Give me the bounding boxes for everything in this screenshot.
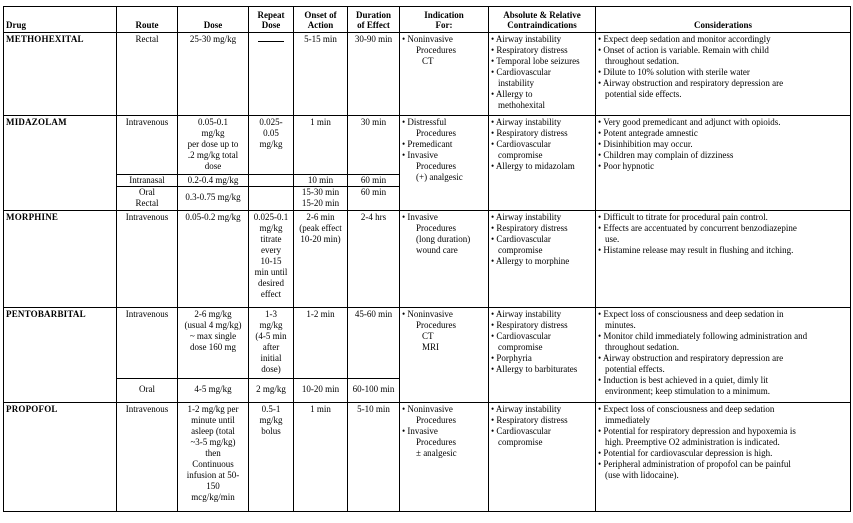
route: Intravenous	[117, 403, 178, 512]
onset: 10 min	[294, 175, 348, 187]
header-contraindications: Absolute & Relative Contraindications	[489, 7, 596, 33]
drug-name: MORPHINE	[4, 211, 117, 308]
considerations: • Expect loss of consciousness and deep sedation immediately • Potential for respiratory depression and hypoxemia is high. Preemptive O2 administration is indicated. • Potential for cardiovascular depression is high. • Peripheral administration of propofol can be painful (use with lidocaine).	[596, 403, 851, 512]
duration: 45-60 min	[348, 308, 400, 379]
onset: 1 min	[294, 403, 348, 512]
considerations: • Expect deep sedation and monitor accordingly • Onset of action is variable. Remain with child throughout sedation. • Dilute to 10% solution with sterile water • Airway obstruction and respiratory depression are potential side effects.	[596, 33, 851, 116]
duration: 30-90 min	[348, 33, 400, 116]
dose: 2-6 mg/kg (usual 4 mg/kg) ~ max single dose 160 mg	[178, 308, 249, 379]
header-row	[4, 7, 851, 33]
onset: 2-6 min (peak effect 10-20 min)	[294, 211, 348, 308]
route: Intravenous	[117, 116, 178, 175]
repeat-dose: 0.025- 0.05 mg/kg	[249, 116, 294, 175]
drug-name: MIDAZOLAM	[4, 116, 117, 211]
repeat-dose-empty	[249, 33, 294, 116]
dose: 1-2 mg/kg per minute until asleep (total ~3-5 mg/kg) then Continuous infusion at 50- 150 mcg/kg/min	[178, 403, 249, 512]
indication: • Noninvasive Procedures CT	[400, 33, 489, 116]
header-duration: Duration of Effect	[348, 7, 400, 33]
header-repeat-dose: Repeat Dose	[249, 7, 294, 33]
route: Intranasal	[117, 175, 178, 187]
row-morphine	[4, 211, 851, 308]
header-drug: Drug	[4, 7, 117, 33]
repeat-dose-empty	[249, 175, 294, 187]
header-route: Route	[117, 7, 178, 33]
row-pentobarbital	[4, 308, 851, 379]
drug-name: PROPOFOL	[4, 403, 117, 512]
contraindications: • Airway instability • Respiratory distress • Cardiovascular compromise	[489, 403, 596, 512]
duration: 30 min	[348, 116, 400, 175]
indication: • Distressful Procedures • Premedicant • Invasive Procedures (+) analgesic	[400, 116, 489, 211]
dose: 0.3-0.75 mg/kg	[178, 187, 249, 211]
drug-name: PENTOBARBITAL	[4, 308, 117, 403]
header-considerations: Considerations	[596, 7, 851, 33]
indication: • Noninvasive Procedures • Invasive Procedures ± analgesic	[400, 403, 489, 512]
duration: 60-100 min	[348, 379, 400, 403]
contraindications: • Airway instability • Respiratory distress • Temporal lobe seizures • Cardiovascular instability • Allergy to methohexital	[489, 33, 596, 116]
repeat-dose-empty	[249, 187, 294, 211]
duration: 2-4 hrs	[348, 211, 400, 308]
row-methohexital	[4, 33, 851, 116]
indication: • Noninvasive Procedures CT MRI	[400, 308, 489, 403]
dose: 0.05-0.2 mg/kg	[178, 211, 249, 308]
route: Intravenous	[117, 308, 178, 379]
repeat-dose: 0.5-1 mg/kg bolus	[249, 403, 294, 512]
indication: • Invasive Procedures (long duration) wound care	[400, 211, 489, 308]
row-midazolam	[4, 116, 851, 175]
header-onset: Onset of Action	[294, 7, 348, 33]
duration: 60 min	[348, 175, 400, 187]
onset: 1-2 min	[294, 308, 348, 379]
route: Rectal	[117, 33, 178, 116]
repeat-dose: 1-3 mg/kg (4-5 min after initial dose)	[249, 308, 294, 379]
route: Intravenous	[117, 211, 178, 308]
sedation-drug-table	[3, 6, 851, 512]
drug-name: METHOHEXITAL	[4, 33, 117, 116]
contraindications: • Airway instability • Respiratory distress • Cardiovascular compromise • Porphyria • Allergy to barbiturates	[489, 308, 596, 403]
dose: 0.2-0.4 mg/kg	[178, 175, 249, 187]
onset: 5-15 min	[294, 33, 348, 116]
contraindications: • Airway instability • Respiratory distress • Cardiovascular compromise • Allergy to morphine	[489, 211, 596, 308]
repeat-dose: 2 mg/kg	[249, 379, 294, 403]
onset: 10-20 min	[294, 379, 348, 403]
considerations: • Very good premedicant and adjunct with opioids. • Potent antegrade amnestic • Disinhibition may occur. • Children may complain of dizziness • Poor hypnotic	[596, 116, 851, 211]
onset: 15-30 min 15-20 min	[294, 187, 348, 211]
empty-dash	[258, 41, 284, 42]
repeat-dose: 0.025-0.1 mg/kg titrate every 10-15 min until desired effect	[249, 211, 294, 308]
dose: 0.05-0.1 mg/kg per dose up to .2 mg/kg total dose	[178, 116, 249, 175]
duration: 60 min	[348, 187, 400, 211]
header-dose: Dose	[178, 7, 249, 33]
route: Oral Rectal	[117, 187, 178, 211]
header-indication: Indication For:	[400, 7, 489, 33]
route: Oral	[117, 379, 178, 403]
considerations: • Difficult to titrate for procedural pain control. • Effects are accentuated by concurrent benzodiazepine use. • Histamine release may result in flushing and itching.	[596, 211, 851, 308]
considerations: • Expect loss of consciousness and deep sedation in minutes. • Monitor child immediately following administration and throughout sedation. • Airway obstruction and respiratory depression are potential effects. • Induction is best achieved in a quiet, dimly lit environment; keep stimulation to a minimum.	[596, 308, 851, 403]
contraindications: • Airway instability • Respiratory distress • Cardiovascular compromise • Allergy to midazolam	[489, 116, 596, 211]
duration: 5-10 min	[348, 403, 400, 512]
dose: 25-30 mg/kg	[178, 33, 249, 116]
onset: 1 min	[294, 116, 348, 175]
row-propofol	[4, 403, 851, 512]
dose: 4-5 mg/kg	[178, 379, 249, 403]
